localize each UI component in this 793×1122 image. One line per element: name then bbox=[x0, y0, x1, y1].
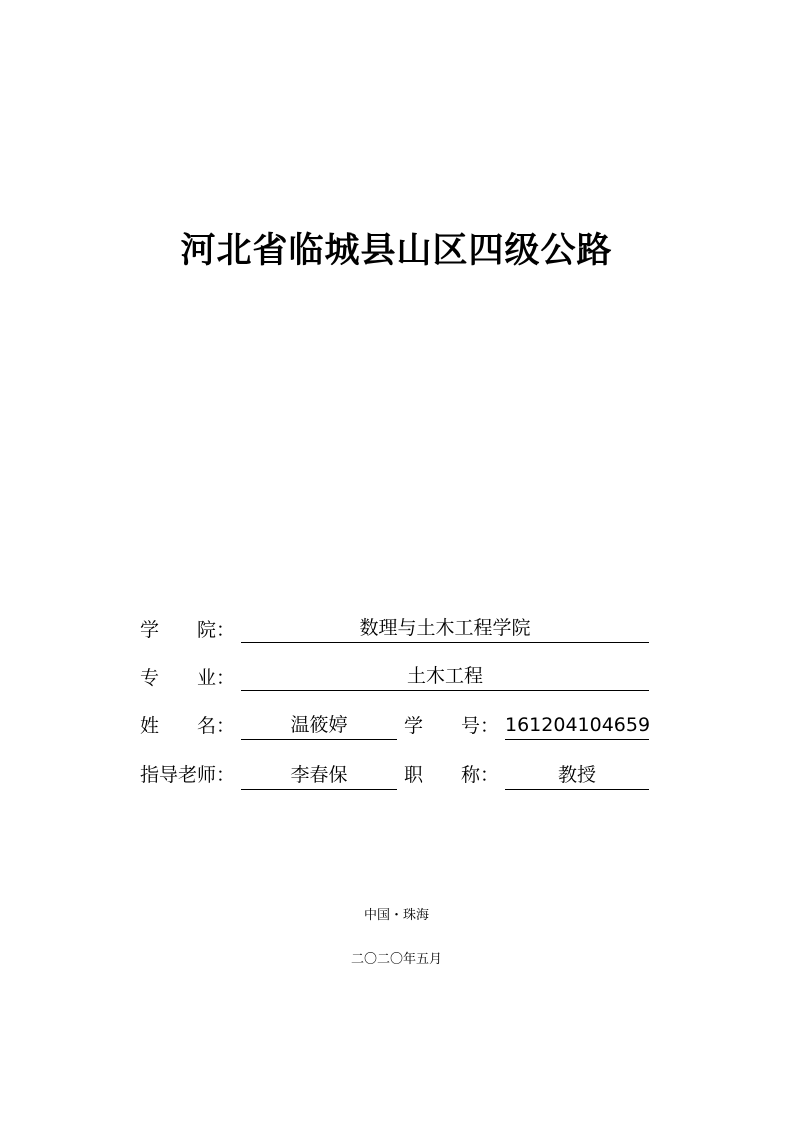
advisor-value: 李春保 bbox=[241, 762, 397, 790]
rank-value: 教授 bbox=[505, 762, 649, 790]
student-id-label: 学 号： bbox=[404, 715, 500, 737]
college-value: 数理与土木工程学院 bbox=[241, 615, 649, 643]
footer-date: 二〇二〇年五月 bbox=[350, 952, 442, 967]
rank-label: 职 称： bbox=[404, 764, 500, 786]
major-value: 土木工程 bbox=[241, 663, 649, 691]
college-label: 学 院： bbox=[140, 619, 236, 641]
student-id-value: 161204104659 bbox=[505, 712, 649, 740]
name-value: 温筱婷 bbox=[241, 712, 397, 740]
footer-place: 中国・珠海 bbox=[363, 908, 429, 923]
thesis-title: 河北省临城县山区四级公路 bbox=[180, 230, 613, 271]
name-label: 姓 名： bbox=[140, 715, 236, 737]
advisor-label: 指导老师： bbox=[140, 764, 236, 786]
major-label: 专 业： bbox=[140, 667, 236, 689]
